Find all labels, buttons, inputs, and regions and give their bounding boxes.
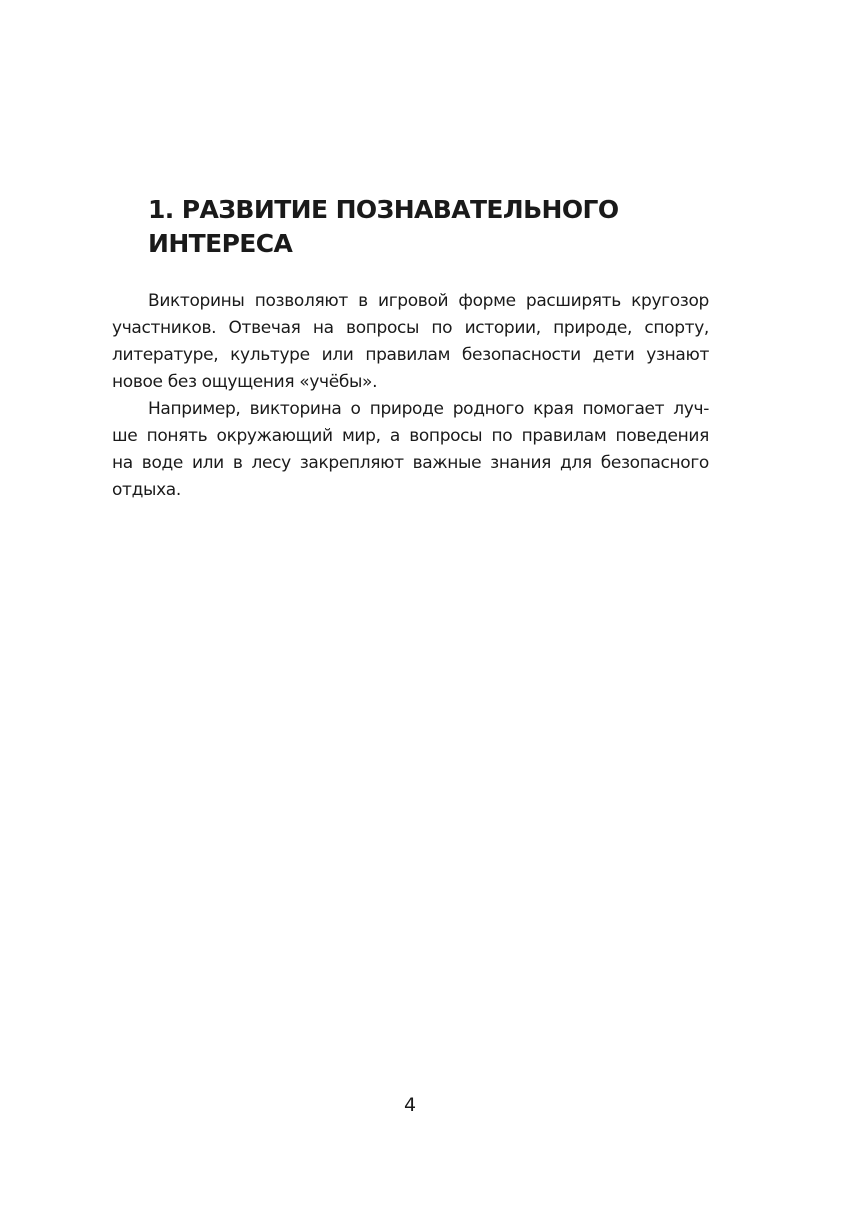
body-text: [112, 288, 709, 504]
paragraph-line: на воде или в лесу закрепляют важные знания для безопасного: [112, 453, 709, 473]
heading-line: 1. РАЗВИТИЕ ПОЗНАВАТЕЛЬНОГО: [148, 195, 619, 224]
paragraph-line: Викторины позволяют в игровой форме расширять кругозор: [148, 291, 709, 311]
page-number: 4: [403, 1094, 417, 1116]
paragraph-line: ше понять окружающий мир, а вопросы по правилам поведения: [112, 426, 709, 446]
paragraph-line: новое без ощущения «учёбы».: [112, 372, 378, 392]
section-heading: [148, 193, 768, 261]
paragraph-2: [112, 396, 709, 504]
heading-line: ИНТЕРЕСА: [148, 229, 293, 258]
paragraph-1: [112, 288, 709, 396]
paragraph-line: участников. Отвечая на вопросы по истории, природе, спорту,: [112, 318, 709, 338]
paragraph-line: Например, викторина о природе родного края помогает луч-: [148, 399, 709, 419]
paragraph-line: литературе, культуре или правилам безопасности дети узнают: [112, 345, 709, 365]
paragraph-line: отдыха.: [112, 480, 181, 500]
